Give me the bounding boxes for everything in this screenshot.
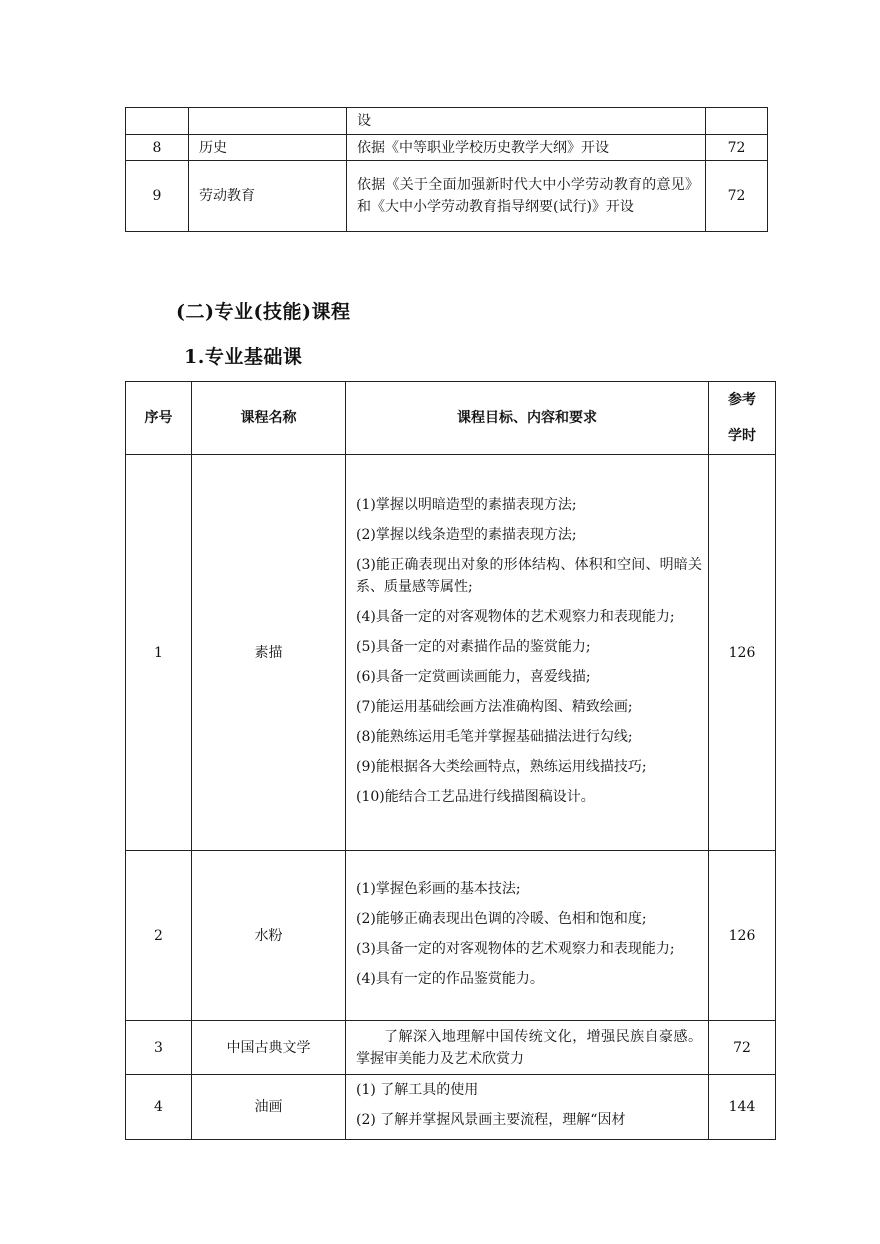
list-item: (4)具备一定的对客观物体的艺术观察力和表现能力; — [356, 608, 675, 625]
cell-desc: 依据《关于全面加强新时代大中小学劳动教育的意见》和《大中小学劳动教育指导纲要(试行)》开设 — [347, 161, 706, 232]
cell-hours: 72 — [706, 135, 768, 161]
list-item: (8)能熟练运用毛笔并掌握基础描法进行勾线; — [356, 728, 633, 745]
cell-name: 中国古典文学 — [192, 1021, 346, 1075]
header-name: 课程名称 — [192, 382, 346, 455]
cell-num: 2 — [126, 851, 192, 1021]
cell-num — [126, 108, 189, 135]
subsection-title: 1.专业基础课 — [184, 346, 303, 368]
list-item: (1)掌握色彩画的基本技法; — [356, 880, 521, 897]
cell-num: 4 — [126, 1075, 192, 1140]
list-item: (3)能正确表现出对象的形体结构、体积和空间、明暗关系、质量感等属性; — [356, 556, 702, 595]
section-title: (二)专业(技能)课程 — [176, 301, 351, 323]
cell-desc — [346, 1075, 709, 1140]
cell-name: 素描 — [192, 455, 346, 851]
cell-num: 3 — [126, 1021, 192, 1075]
cell-hours: 126 — [709, 455, 776, 851]
list-item: (3)具备一定的对客观物体的艺术观察力和表现能力; — [356, 940, 675, 957]
table-row — [126, 108, 768, 135]
header-desc: 课程目标、内容和要求 — [346, 382, 709, 455]
cell-hours: 72 — [706, 161, 768, 232]
cell-hours: 144 — [709, 1075, 776, 1140]
cell-num: 8 — [126, 135, 189, 161]
header-num: 序号 — [126, 382, 192, 455]
table-header-row — [126, 382, 776, 455]
cell-name: 劳动教育 — [189, 161, 347, 232]
cell-name: 历史 — [189, 135, 347, 161]
list-item: (1) 了解工具的使用 — [356, 1082, 479, 1098]
cell-desc: 依据《中等职业学校历史教学大纲》开设 — [347, 135, 706, 161]
cell-name: 水粉 — [192, 851, 346, 1021]
list-item: (2) 了解并掌握风景画主要流程，理解“因材 — [356, 1112, 626, 1128]
table-row — [126, 455, 776, 851]
cell-desc — [346, 1021, 709, 1075]
cell-hours: 72 — [709, 1021, 776, 1075]
list-item: (2)掌握以线条造型的素描表现方法; — [356, 526, 577, 543]
cell-hours — [706, 108, 768, 135]
header-hours — [709, 382, 776, 455]
table-row — [126, 851, 776, 1021]
cell-desc: 设 — [347, 108, 706, 135]
cell-hours: 126 — [709, 851, 776, 1021]
foundation-course-table — [125, 381, 776, 1140]
table-row — [126, 1075, 776, 1140]
list-item: (5)具备一定的对素描作品的鉴赏能力; — [356, 638, 591, 655]
header-hours-line2: 学时 — [728, 428, 756, 444]
cell-desc — [346, 851, 709, 1021]
list-item: (2)能够正确表现出色调的冷暖、色相和饱和度; — [356, 910, 647, 927]
list-item: (1)掌握以明暗造型的素描表现方法; — [356, 496, 577, 513]
header-hours-line1: 参考 — [728, 392, 756, 408]
desc-text: 了解深入地理解中国传统文化，增强民族自豪感。掌握审美能力及艺术欣赏力 — [356, 1028, 702, 1067]
cell-num: 9 — [126, 161, 189, 232]
list-item: (6)具备一定赏画读画能力，喜爱线描; — [356, 668, 591, 685]
list-item: (10)能结合工艺品进行线描图稿设计。 — [356, 788, 595, 805]
list-item: (9)能根据各大类绘画特点，熟练运用线描技巧; — [356, 758, 647, 775]
cell-desc — [346, 455, 709, 851]
cell-name: 油画 — [192, 1075, 346, 1140]
list-item: (4)具有一定的作品鉴赏能力。 — [356, 970, 544, 987]
table-row — [126, 161, 768, 232]
cell-num: 1 — [126, 455, 192, 851]
cell-name — [189, 108, 347, 135]
list-item: (7)能运用基础绘画方法准确构图、精致绘画; — [356, 698, 633, 715]
table-row — [126, 1021, 776, 1075]
table-row — [126, 135, 768, 161]
general-course-table — [125, 107, 768, 232]
